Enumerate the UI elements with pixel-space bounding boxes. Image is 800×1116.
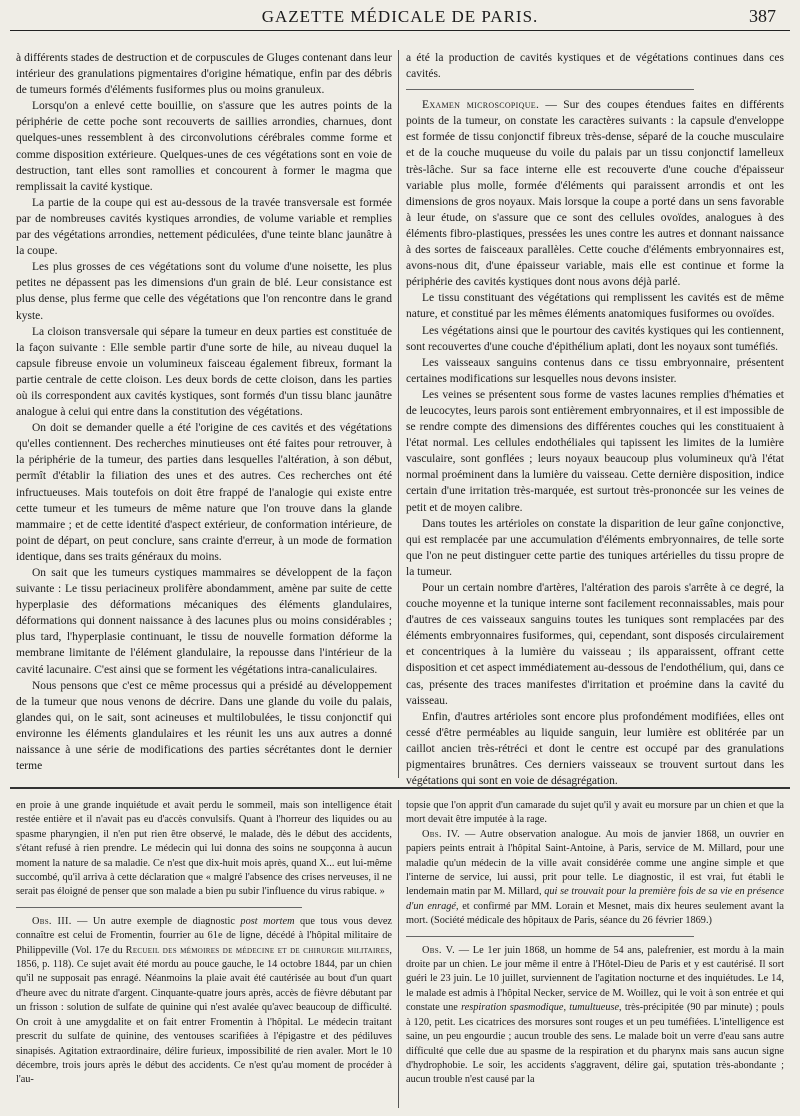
observation-text: — Un autre exemple de diagnostic (71, 915, 241, 927)
paragraph: Les veines se présentent sous forme de vastes lacunes remplies d'hématies et de leucocytes, leurs parois sont entièrement embryonnaires, et il est impossible de se rendre compte des dimensions des différentes couches qui les constituaient à l'état normal. Les cellules endothéliales qui tapissent les limites de la lumière vasculaire, sont gonflées ; leurs noyaux beaucoup plus volumineux qu'à l'état normal proéminent dans la lumière du vaisseau. Cette dernière disposition, indice certain d'une irritation très-marquée, est surtout très-prononcée sur les veines de petit et de moyen calibre. (406, 388, 784, 514)
lower-left-column (16, 799, 392, 1109)
observation-4 (406, 828, 784, 929)
emphasis: post mortem (240, 915, 295, 927)
section-separator (406, 89, 694, 90)
column-rule (398, 800, 399, 1108)
microscopic-exam-paragraph (406, 97, 784, 290)
observation-text: — Le 1er juin 1868, un homme de 54 ans, palefrenier, est mordu à la main droite par un chien. Le jour même il entre à l'Hôtel-Dieu de Paris et y est cautérisé. Il sort guéri le 23 juin. Le 10 juillet, surviennent de l'agitation nocturne et des inquiétudes. Le 14, le malade est admis à l'hôpital Necker, service de M. Woillez, qui le voit à son entrée et qui constate une (406, 944, 784, 1014)
observation-5 (406, 944, 784, 1088)
observation-label: Obs. IV. (422, 828, 461, 840)
section-divider (10, 787, 790, 789)
paragraph: topsie que l'on apprit d'un camarade du sujet qu'il y avait eu morsure par un chien et que la mort devait être imputée à la rage. (406, 800, 784, 826)
section-heading: Examen microscopique. (422, 99, 540, 112)
upper-right-column (406, 50, 784, 788)
journal-reference: Recueil des mémoires de médecine et de chirurgie militaires (125, 944, 390, 956)
observation-text: — Autre observation analogue. Au mois de janvier 1868, un ouvrier en papiers peints entrait à l'hôpital Saint-Antoine, à Paris, service de M. Millard, pour une maladie qu'un médecin de la ville avait considérée comme une angine simple et que l'interne de service, lui aussi, prit pour telle. Le diagnostic, il est vrai, fut établi le lendemain matin par M. Millard, (406, 828, 784, 898)
paragraph: La cloison transversale qui sépare la tumeur en deux parties est constituée de la façon suivante : Elle semble partir d'une sorte de hile, au niveau duquel la capsule fibreuse envoie un volumineux faisceau également fibreux, formant la partie centrale de cette cloison. Les deux bords de cette cloison, dans les parties où ils correspondent aux cavités kystiques, sont formés d'un tissu blanc jaunâtre analogue à celui qui entre dans la constitution des végétations. (16, 325, 392, 419)
paragraph: Pour un certain nombre d'artères, l'altération des parois s'arrête à ce degré, la couche moyenne et la tunique interne sont facilement reconnaissables, mais pour d'autres de ces vaisseaux sanguins toutes les tuniques sont remplacées par des éléments embryonnaires fusiformes, qui, cependant, sont disposés circulairement et concentriques à la lumière du vaisseau ; ils apparaissent, offrant cette disposition et cet aspect immédiatement au-dessous de l'endothélium, qui, dans ce cas, présente des traces manifestes d'irritation et proémine dans la cavité du vaisseau. (406, 582, 784, 707)
emphasis: respiration spasmodique, tumultueuse (461, 1002, 620, 1014)
observation-label: Obs. III. (32, 915, 72, 927)
page-number: 387 (749, 6, 776, 26)
paragraph: en proie à une grande inquiétude et avait perdu le sommeil, mais son intelligence était restée entière et il n'avait pas eu d'accès convulsifs. Quant à l'horreur des liquides ou au spasme pharyngien, il n'en put rien être observé, le malade, dès le début des accidents, s'étant refusé à rien prendre. Le médecin qui lui donna des soins ne soupçonna à aucun moment la nature de sa maladie. Ce n'est que dix-huit mois après, quand X... eut lui-même succombé, qu'il arriva à cette déclaration que « malgré l'absence des crises nerveuses, il ne serait pas éloigné de penser que son malade a bien pu subir l'influence du virus rabique. » (16, 800, 392, 898)
paragraph: Dans toutes les artérioles on constate la disparition de leur gaîne conjonctive, qui est remplacée par une accumulation d'éléments embryonnaires, de telle sorte que l'on ne peut distinguer cette partie des tuniques artérielles du tissu propre de la tumeur. (406, 517, 784, 578)
column-rule (398, 50, 399, 778)
observation-3 (16, 915, 392, 1088)
journal-title: GAZETTE MÉDICALE DE PARIS. (261, 7, 539, 26)
observation-text: , très-précipitée (90 par minute) ; pouls à 120, petit. Les cicatrices des morsures sont rouges et un peu tuméfiées. L'intelligence est saine, un peu engourdie ; aucun trouble des sens. Le malade boit un verre d'eau sans autre difficulté que celle due au spasme de la respiration et du pharynx mais sans aucun signe d'hydrophobie. Le soir, les accidents s'aggravent, délire gai, sputation très-abondante ; aucun trouble n'est causé par la (406, 1002, 784, 1086)
page-header (10, 4, 790, 31)
section-separator (406, 936, 694, 937)
paragraph: Les plus grosses de ces végétations sont du volume d'une noisette, les plus petites ne dépassent pas les dimensions d'un grain de blé. Leur consistance est plus dense, plus ferme que celle des végétations que l'on rencontre dans le grand kyste. (16, 261, 392, 322)
lower-right-column (406, 799, 784, 1109)
observation-text: , 1856, p. 118). Ce sujet avait été mordu au pouce gauche, le 14 octobre 1844, par un chien qu'il ne supposait pas enragé. Néanmoins la plaie avait été cautérisée au bout d'un quart d'heure avec du nitrate d'argent. Cinquante-quatre jours après, accès de fièvre débutant par un frisson : solution de sulfate de quinine qui n'est avalée qu'avec beaucoup de difficulté. On croit à une amygdalite et on fait entrer Fromentin à l'hôpital. Le médecin traitant prescrit du sulfate de quinine, des ventouses scarifiées à l'épigastre et des pédiluves sinapisés. Agitation extraordinaire, délire furieux, impossibilité de rien avaler. Mort le 10 décembre, trois jours après le début des accidents. Ce n'est qu'au moment de procéder à l'au- (16, 944, 392, 1086)
paragraph: Les végétations ainsi que le pourtour des cavités kystiques qui les contiennent, sont recouvertes d'une couche d'épithélium aplati, dont les noyaux sont tuméfiés. (406, 324, 784, 353)
upper-left-column (16, 50, 392, 780)
paragraph: Enfin, d'autres artérioles sont encore plus profondément modifiées, elles ont cessé d'être perméables au liquide sanguin, leur lumière est oblitérée par un caillot ancien très-rétréci et dont le centre est occupé par des granulations pigmentaires brunâtres. Ces derniers vaisseaux se trouvent surtout dans les végétations qui sont en voie de désagrégation. (406, 710, 784, 788)
paragraph: à différents stades de destruction et de corpuscules de Gluges contenant dans leur intérieur des granulations pigmentaires d'origine hématique, enfin par des débris de tumeurs formés d'éléments fusiformes plus ou moins granuleux. (16, 52, 392, 97)
paragraph: Les vaisseaux sanguins contenus dans ce tissu embryonnaire, présentent certaines modifications sur lesquelles nous devons insister. (406, 356, 784, 385)
paragraph: On doit se demander quelle a été l'origine de ces cavités et des végétations qu'elles contiennent. Des recherches minutieuses ont été faites pour retrouver, à la périphérie de la tumeur, des parties dans lesquelles l'altération, à son début, permît d'établir la filiation des unes et des autres. Ces recherches ont été infructueuses. Mais toutefois on doit être frappé de l'analogie qui existe entre cette tumeur et les tumeurs de même nature que l'on trouve dans la glande mammaire ; et de cette identité d'aspect extérieur, de conformation intérieure, de point de départ, on peut conclure, sans crainte d'erreur, à un mode de formation identique, dans ses traits généraux du moins. (16, 422, 392, 563)
paragraph-text: — Sur des coupes étendues faites en différents points de la tumeur, on constate les caractères suivants : la capsule d'enveloppe est formée de tissu conjonctif fibreux très-dense, séparé de la couche musculaire et de la couche muqueuse du voile du palais par un tissu conjonctif lamelleux très-lâche. Sur sa face interne elle est recouverte d'une couche d'épaisseur variable plus molle, formée d'éléments qui paraissent arrondis et ont les dimensions de gros noyaux. Mais lorsque la coupe a porté dans un sens favorable à leur étude, on s'assure que ce sont des cellules ovoïdes, analogues à des éléments fibro-plastiques, pressées les unes contre les autres et donnant naissance à des sortes de faisceaux parallèles. Cette couche d'éléments embryonnaires est, avons-nous dit, d'une épaisseur variable, mais elle est continue et forme la périphérie des cavités kystiques dont nous avons déjà parlé. (406, 99, 784, 289)
paragraph: On sait que les tumeurs cystiques mammaires se développent de la façon suivante : Le tissu periacineux prolifère abondamment, amène par suite de cette hyperplasie des déformations mécaniques des éléments glandulaires, déformations qui donnent naissance à des lacunes plus ou moins considérables ; plus tard, l'hyperplasie continuant, le tissu de nouvelle formation déforme la membrane limitante de l'élément glandulaire, la repousse dans l'intérieur de la cavité lacunaire. C'est ainsi que se forment les végétations intra-canaliculaires. (16, 567, 392, 676)
paragraph: Nous pensons que c'est ce même processus qui a présidé au développement de la tumeur que nous venons de décrire. Dans une glande du voile du palais, glandes qui, on le sait, sont acineuses et multilobulées, le tissu conjonctif qui environne les éléments glandulaires et les réunit les uns aux autres a donné naissance à une série de modifications des parties sécrétantes dont le dernier terme (16, 679, 392, 773)
paragraph: Le tissu constituant des végétations qui remplissent les cavités est de même nature, et constitué par les mêmes éléments anatomiques fusiformes ou ovoïdes. (406, 292, 784, 321)
paragraph: La partie de la coupe qui est au-dessous de la travée transversale est formée par de nombreuses cavités kystiques arrondies, de volume variable et remplies par des végétations arrondies, nettement pédiculées, d'une teinte blanc jaunâtre à la coupe. (16, 196, 392, 258)
emphasis: qui se trouvait pour la première fois de sa vie en présence d'un enragé (406, 886, 784, 912)
observation-label: Obs. V. (422, 944, 455, 956)
observation-text: que tous vous devez connaître est celui de Fromentin, fourrier au 61e de ligne, décédé à l'hôpital militaire de Philippeville (Vol. 17e du (16, 915, 392, 956)
paragraph: Lorsqu'on a enlevé cette bouillie, on s'assure que les autres points de la périphérie de cette poche sont recouverts de saillies arrondies, charnues, dont quelques-unes ressemblent à des circonvolutions cérébrales comme forme et comme disposition extérieure. Quelques-unes de ces végétations sont en voie de destruction, tant elles sont ramollies et concourent à former le magma que remplissait la cavité kystique. (16, 100, 392, 193)
paragraph: a été la production de cavités kystiques et de végétations continues dans ces cavités. (406, 52, 784, 81)
section-separator (16, 907, 302, 908)
observation-text: , et confirmé par MM. Lorain et Mesnet, mais dix heures seulement avant la mort. (Société médicale des hôpitaux de Paris, séance du 26 février 1869.) (406, 900, 784, 927)
